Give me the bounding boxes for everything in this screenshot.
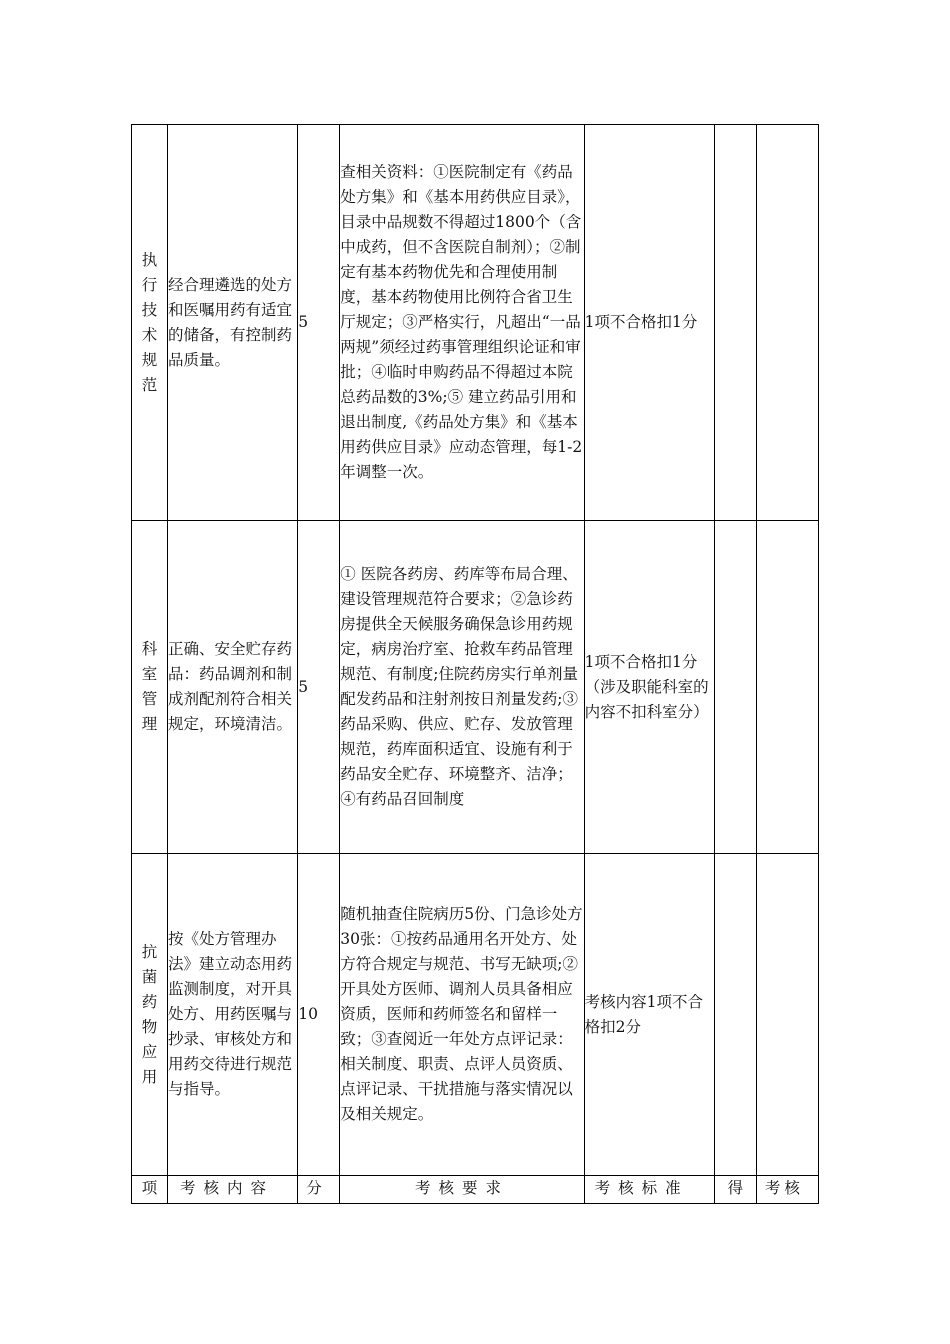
header-remark: 考核 bbox=[756, 1176, 818, 1204]
item-cell: 执行技术规范 bbox=[132, 125, 168, 521]
table-row bbox=[132, 521, 819, 854]
remark-cell bbox=[756, 521, 818, 854]
requirement-cell: 查相关资料：①医院制定有《药品处方集》和《基本用药供应目录》，目录中品规数不得超过1800个（含中成药，但不含医院自制剂）；②制定有基本药物优先和合理使用制度，基本药物使用比例符合省卫生厅规定；③严格实行，凡超出“一品两规”须经过药事管理组织论证和审批；④临时申购药品不得超过本院总药品数的3%;⑤ 建立药品引用和退出制度,《药品处方集》和《基本用药供应目录》应动态管理，每1-2年调整一次。 bbox=[340, 125, 584, 521]
standard-cell: 考核内容1项不合格扣2分 bbox=[584, 854, 714, 1176]
score-cell: 5 bbox=[298, 125, 340, 521]
header-standard: 考核标准 bbox=[584, 1176, 714, 1204]
table-header-row bbox=[132, 1176, 819, 1204]
header-got: 得 bbox=[714, 1176, 756, 1204]
remark-cell bbox=[756, 125, 818, 521]
score-cell: 10 bbox=[298, 854, 340, 1176]
requirement-cell: 随机抽查住院病历5份、门急诊处方30张：①按药品通用名开处方、处方符合规定与规范、书写无缺项;②开具处方医师、调剂人员具备相应资质，医师和药师签名和留样一致；③查阅近一年处方点评记录：相关制度、职责、点评人员资质、点评记录、干扰措施与落实情况以及相关规定。 bbox=[340, 854, 584, 1176]
requirement-cell: ① 医院各药房、药库等布局合理、建设管理规范符合要求；②急诊药房提供全天候服务确保急诊用药规定，病房治疗室、抢救车药品管理规范、有制度;住院药房实行单剂量配发药品和注射剂按日剂量发药;③药品采购、供应、贮存、发放管理规范，药库面积适宜、设施有利于药品安全贮存、环境整齐、洁净；④有药品召回制度 bbox=[340, 521, 584, 854]
header-requirement: 考核要求 bbox=[340, 1176, 584, 1204]
standard-cell: 1项不合格扣1分（涉及职能科室的内容不扣科室分） bbox=[584, 521, 714, 854]
got-score-cell bbox=[714, 521, 756, 854]
header-item: 项 bbox=[132, 1176, 168, 1204]
got-score-cell bbox=[714, 854, 756, 1176]
header-score: 分 bbox=[298, 1176, 340, 1204]
header-content: 考核内容 bbox=[168, 1176, 298, 1204]
content-cell: 按《处方管理办法》建立动态用药监测制度，对开具处方、用药医嘱与抄录、审核处方和用药交待进行规范与指导。 bbox=[168, 854, 298, 1176]
content-cell: 正确、安全贮存药品：药品调剂和制成剂配剂符合相关规定，环境清洁。 bbox=[168, 521, 298, 854]
remark-cell bbox=[756, 854, 818, 1176]
evaluation-table bbox=[131, 124, 819, 1204]
got-score-cell bbox=[714, 125, 756, 521]
item-cell: 抗菌药物应用 bbox=[132, 854, 168, 1176]
score-cell: 5 bbox=[298, 521, 340, 854]
content-cell: 经合理遴选的处方和医嘱用药有适宜的储备，有控制药品质量。 bbox=[168, 125, 298, 521]
table-row bbox=[132, 125, 819, 521]
table-row bbox=[132, 854, 819, 1176]
standard-cell: 1项不合格扣1分 bbox=[584, 125, 714, 521]
item-cell: 科室管理 bbox=[132, 521, 168, 854]
